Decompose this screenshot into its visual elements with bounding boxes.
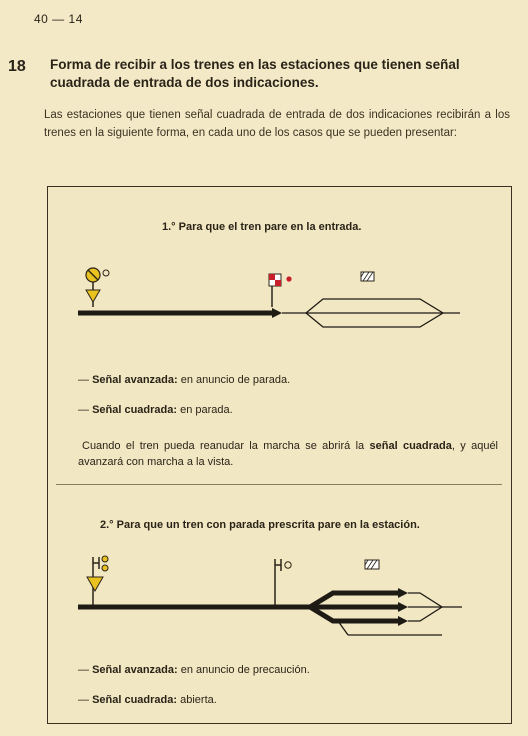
case2-bullet-square-signal: — Señal cuadrada: abierta.	[78, 694, 217, 706]
figure-box	[47, 186, 512, 724]
case1-note: Cuando el tren pueda reanudar la marcha se abrirá la señal cuadrada, y aquél avanzará con marcha a la vista.	[78, 440, 499, 468]
page-number: 40 — 14	[34, 12, 83, 26]
track-layout-2	[78, 588, 462, 635]
case1-diagram	[48, 257, 511, 337]
entry-square-signal-open	[275, 559, 291, 607]
case1-title: 1.° Para que el tren pare en la entrada.	[162, 221, 362, 233]
case1-bullet-advance-signal: — Señal avanzada: en anuncio de parada.	[78, 374, 291, 386]
intro-paragraph: Las estaciones que tienen señal cuadrada de entrada de dos indicaciones recibirán a los trenes en la siguiente forma, en cada uno de los casos que se pueden presentar:	[44, 109, 510, 139]
station-building-icon	[361, 272, 374, 281]
case2-bullet-advance-signal: — Señal avanzada: en anuncio de precaución.	[78, 664, 310, 676]
advance-signal-caution	[87, 556, 108, 607]
entry-square-signal-stop	[269, 274, 292, 307]
case2-title: 2.° Para que un tren con parada prescrita pare en la estación.	[100, 519, 420, 531]
case2-diagram	[48, 549, 511, 647]
section-title: Forma de recibir a los trenes en las estaciones que tienen señal cuadrada de entrada de dos indicaciones.	[50, 57, 460, 90]
track-layout	[78, 299, 460, 327]
station-building-icon-2	[365, 560, 379, 569]
case-separator	[56, 484, 502, 485]
case1-bullet-square-signal: — Señal cuadrada: en parada.	[78, 404, 233, 416]
section-number: 18	[8, 58, 26, 75]
advance-signal-caution-stop	[86, 268, 109, 307]
